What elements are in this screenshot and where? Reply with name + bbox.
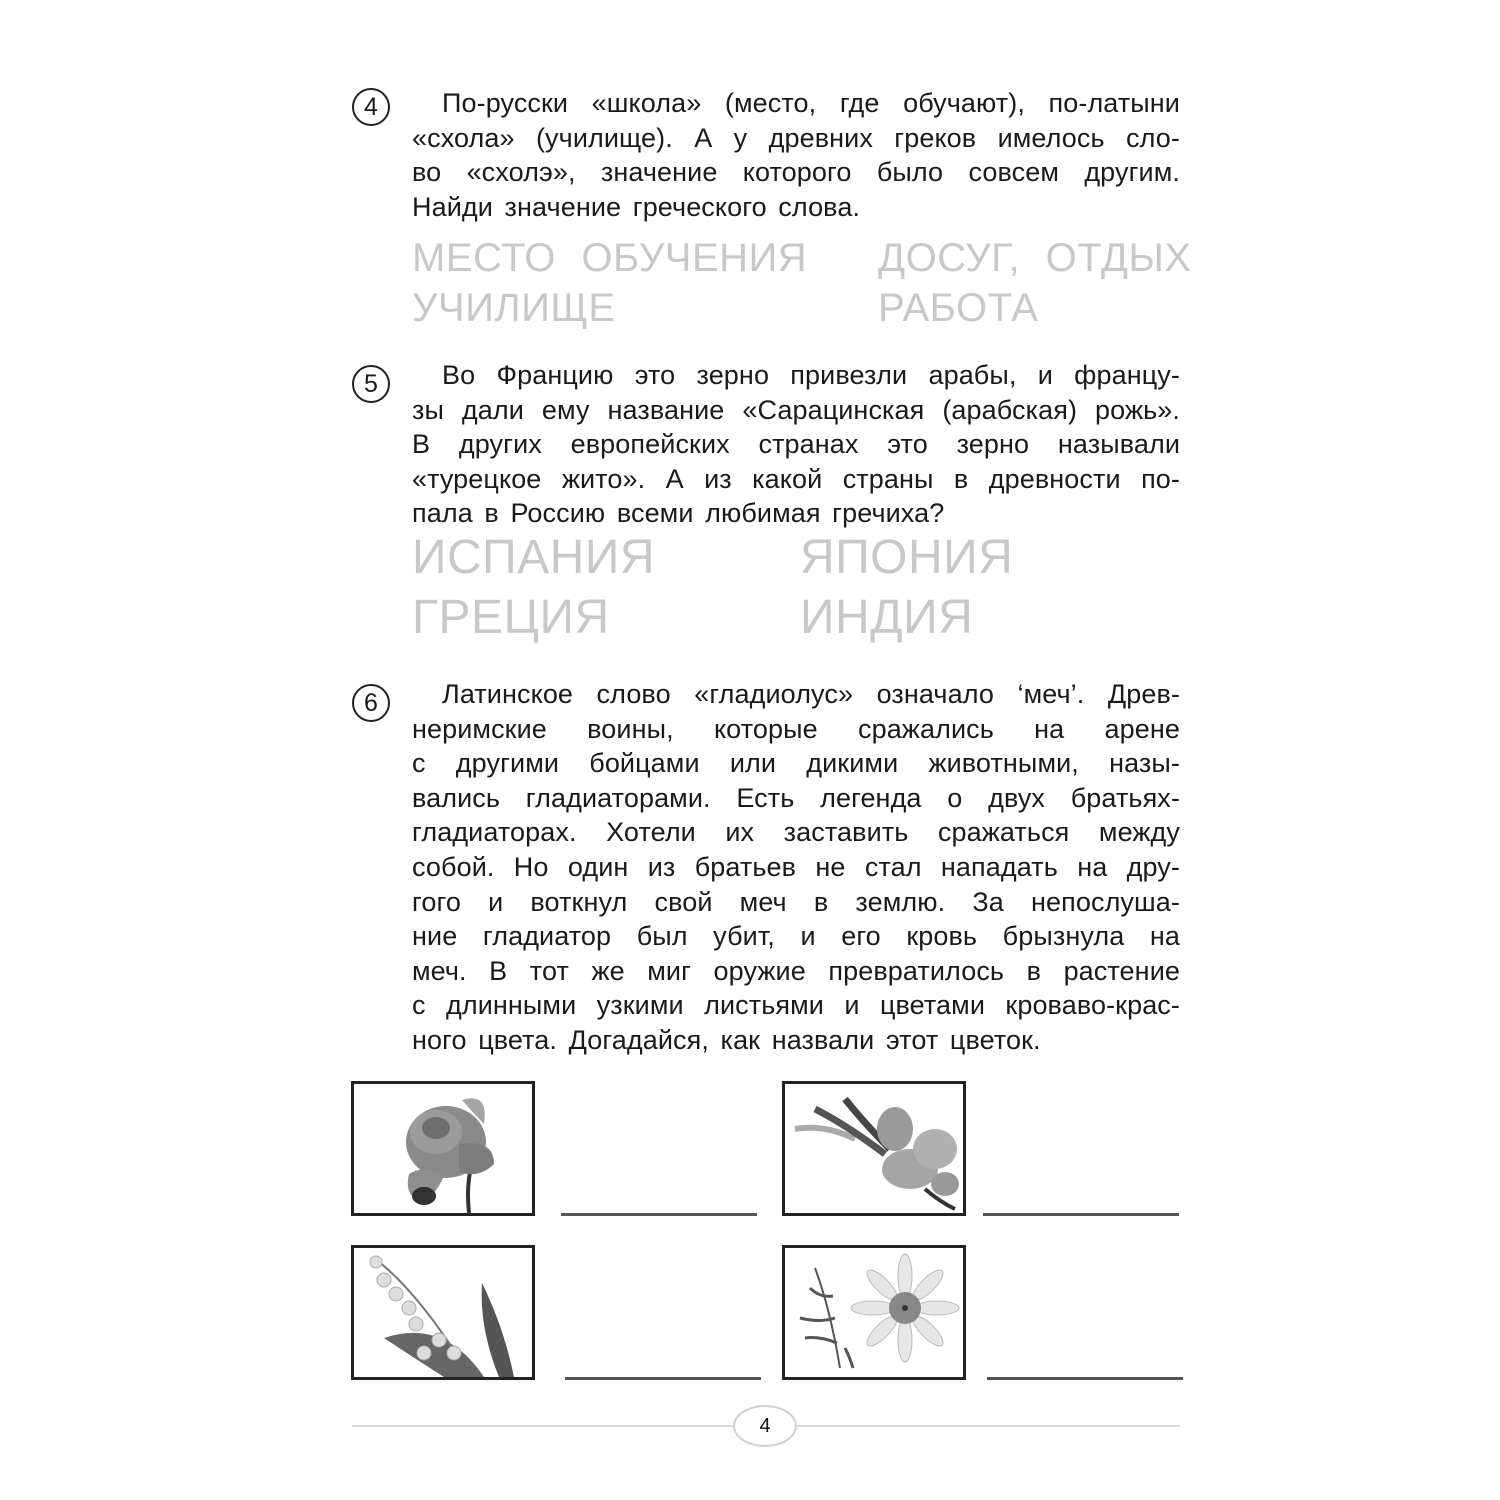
footer-divider-right: [795, 1425, 1180, 1427]
option-5-c[interactable]: ГРЕЦИЯ: [412, 591, 610, 644]
task-5: [352, 358, 1180, 531]
task-6-line: ние гладиатор был убит, и его кровь брызнула на: [412, 921, 1180, 952]
gladiolus-icon: [785, 1084, 963, 1213]
task-4-line: «схола» (училище). А у древних греков имелось сло-: [412, 122, 1180, 153]
task-4-line: Найди значение греческого слова.: [412, 191, 861, 222]
chamomile-picture: [782, 1245, 966, 1380]
lily-of-the-valley-icon: [354, 1248, 532, 1377]
task-4-line: По-русски «школа» (место, где обучают), по-латыни: [442, 88, 1180, 118]
option-5-b[interactable]: ЯПОНИЯ: [800, 531, 1014, 584]
gladiolus-picture: [782, 1081, 966, 1216]
answer-line-gladiolus[interactable]: [983, 1213, 1179, 1216]
option-5-a[interactable]: ИСПАНИЯ: [412, 531, 656, 584]
task-6-line: меч. В тот же миг оружие превратилось в растение: [412, 955, 1180, 986]
task-number-6: 6: [352, 684, 390, 722]
rose-picture: [351, 1081, 535, 1216]
rose-icon: [354, 1084, 532, 1213]
task-number-5: 5: [352, 365, 390, 403]
task-4-text: [412, 86, 1180, 224]
option-4-a[interactable]: МЕСТО ОБУЧЕНИЯ: [412, 236, 808, 280]
task-5-line: пала в Россию всеми любимая гречиха?: [412, 498, 945, 529]
task-6-text: [412, 677, 1180, 1058]
task-6-line: гого и воткнул свой меч в землю. За непослуша-: [412, 886, 1180, 917]
task-4-line: во «схолэ», значение которого было совсем другим.: [412, 157, 1180, 188]
task-4: [352, 86, 1180, 224]
task-6-line: с другими бойцами или дикими животными, назы-: [412, 748, 1180, 779]
option-4-b[interactable]: ДОСУГ, ОТДЫХ: [878, 236, 1192, 280]
chamomile-icon: [785, 1248, 963, 1377]
task-5-line: «турецкое жито». А из какой страны в древности по-: [412, 463, 1180, 494]
option-4-c[interactable]: УЧИЛИЩЕ: [412, 286, 616, 330]
task-6-line: вались гладиаторами. Есть легенда о двух братьях-: [412, 782, 1180, 813]
task-5-text: [412, 358, 1180, 531]
task-5-line: зы дали ему название «Сарацинская (арабская) рожь».: [412, 394, 1180, 425]
option-4-d[interactable]: РАБОТА: [878, 286, 1039, 330]
page-number: 4: [733, 1405, 797, 1447]
task-5-line: Во Францию это зерно привезли арабы, и францу-: [442, 360, 1180, 390]
task-6-line: с длинными узкими листьями и цветами кроваво-крас-: [412, 990, 1180, 1021]
task-6-line: гладиаторах. Хотели их заставить сражаться между: [412, 817, 1180, 848]
task-number-4: 4: [352, 88, 390, 126]
task-6-line: собой. Но один из братьев не стал нападать на дру-: [412, 851, 1180, 882]
task-6-line: ного цвета. Догадайся, как назвали этот цветок.: [412, 1024, 1041, 1055]
option-5-d[interactable]: ИНДИЯ: [800, 591, 974, 644]
task-6-line: Латинское слово «гладиолус» означало ‘меч’. Древ-: [442, 679, 1180, 709]
answer-line-chamomile[interactable]: [987, 1377, 1183, 1380]
footer-divider-left: [352, 1425, 735, 1427]
answer-line-lily[interactable]: [565, 1377, 761, 1380]
answer-line-rose[interactable]: [561, 1213, 757, 1216]
lily-of-the-valley-picture: [351, 1245, 535, 1380]
task-6-line: неримские воины, которые сражались на арене: [412, 713, 1180, 744]
task-6: [352, 677, 1180, 1058]
task-5-line: В других европейских странах это зерно называли: [412, 429, 1180, 460]
